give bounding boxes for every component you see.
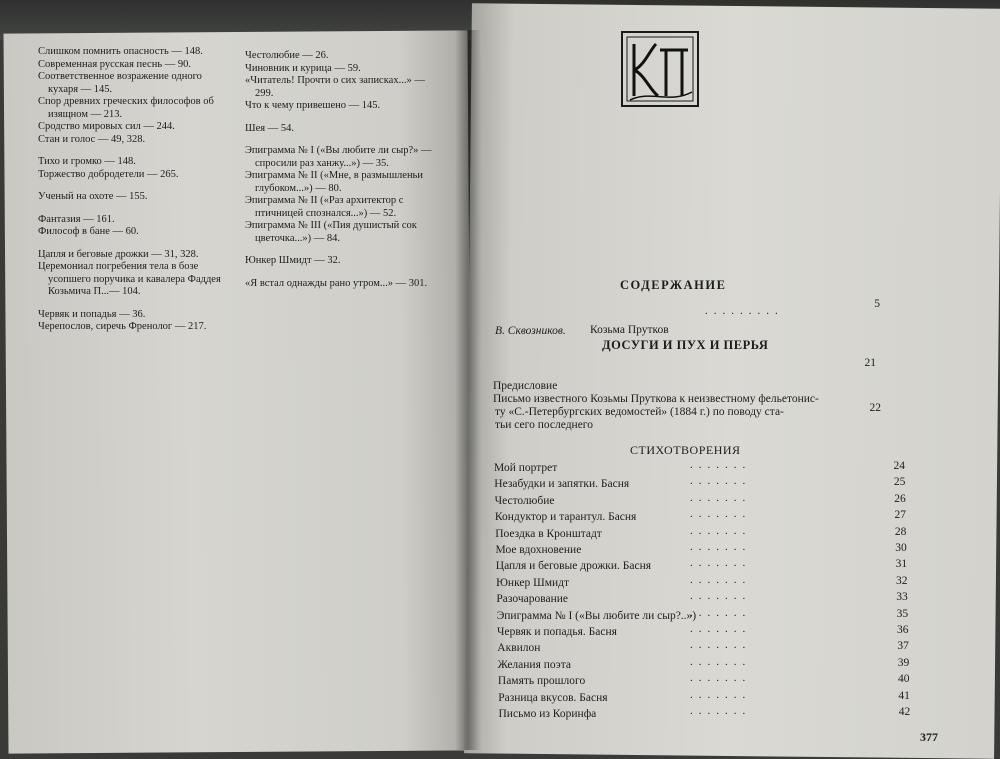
toc-entry-dots: ....... bbox=[690, 672, 752, 685]
index-entry: Юнкер Шмидт — 32. bbox=[245, 255, 341, 266]
toc-entry-dots: ....... bbox=[690, 475, 752, 488]
preface-page: 21 bbox=[864, 357, 876, 369]
index-gap bbox=[38, 146, 228, 156]
book-gutter bbox=[455, 30, 481, 750]
index-entry: Церемониал погребения тела в бозе усопшего поручика и кавалера Фаддея Козьмича П...— 104. bbox=[38, 261, 221, 297]
index-entry: Цапля и беговые дрожки — 31, 328. bbox=[38, 248, 199, 260]
page-number: 377 bbox=[920, 730, 938, 744]
toc-entry-page: 42 bbox=[898, 706, 911, 718]
index-column-2 bbox=[245, 50, 435, 290]
toc-entry-title: Кондуктор и тарантул. Басня bbox=[494, 511, 637, 524]
index-gap bbox=[245, 245, 435, 255]
index-entry: Чиновник и курица — 59. bbox=[245, 62, 361, 74]
index-entry: Соответственное возражение одного кухаря — 145. bbox=[38, 71, 202, 95]
index-entry: Фантазия — 161. bbox=[38, 213, 115, 225]
intro-page: 5 bbox=[874, 298, 880, 310]
toc-entry-dots: ....... bbox=[690, 705, 752, 717]
letter-line-3: тьи сего последнего bbox=[495, 419, 593, 431]
index-gap bbox=[38, 239, 228, 249]
preface-title: Предисловие bbox=[493, 380, 558, 392]
index-entry: Ученый на охоте — 155. bbox=[38, 191, 148, 202]
toc-entry-dots: ....... bbox=[690, 623, 752, 635]
toc-entry-title: Поездка в Кронштадт bbox=[495, 527, 602, 540]
toc-heading: СОДЕРЖАНИЕ bbox=[620, 278, 727, 292]
index-entry: Черепослов, сиречь Френолог — 217. bbox=[38, 321, 207, 332]
toc-entry-dots: ....... bbox=[690, 688, 752, 701]
toc-entry-title: Честолюбие bbox=[494, 494, 555, 507]
toc-entry-title: Письмо из Коринфа bbox=[498, 708, 597, 720]
toc-entry-dots: ....... bbox=[690, 590, 752, 603]
toc-entry-dots: ....... bbox=[690, 655, 752, 668]
toc-entry-title: Разница вкусов. Басня bbox=[498, 691, 608, 704]
intro-dots: ......... bbox=[705, 305, 784, 317]
toc-entry-page: 27 bbox=[894, 509, 907, 522]
section-heading-1: ДОСУГИ И ПУХ И ПЕРЬЯ bbox=[602, 338, 769, 352]
toc-entry-page: 24 bbox=[893, 460, 905, 472]
monogram-emblem bbox=[620, 30, 700, 108]
toc-entry-title: Эпиграмма № I («Вы любите ли сыр?..») bbox=[496, 609, 697, 622]
intro-title: Козьма Прутков bbox=[590, 324, 669, 336]
index-entry: Тихо и громко — 148. bbox=[38, 156, 136, 167]
intro-author: В. Сквозников. bbox=[495, 325, 566, 337]
toc-entry-dots: ....... bbox=[690, 459, 752, 471]
toc-entry-page: 40 bbox=[898, 673, 910, 686]
toc-entry-title: Юнкер Шмидт bbox=[496, 576, 570, 589]
index-entry: Эпиграмма № III («Пия душистый сок цветочка...») — 84. bbox=[245, 220, 417, 244]
toc-entry-title: Мое вдохновение bbox=[495, 544, 582, 556]
toc-entry-page: 32 bbox=[895, 574, 908, 587]
toc-entry-dots: ....... bbox=[690, 557, 752, 570]
index-entry: Современная русская песнь — 90. bbox=[38, 58, 192, 70]
index-gap bbox=[245, 135, 435, 145]
toc-entry-page: 35 bbox=[896, 607, 909, 620]
toc-entry-dots: ....... bbox=[690, 491, 752, 504]
index-entry: Стан и голос — 49, 328. bbox=[38, 133, 146, 145]
index-entry: Честолюбие — 26. bbox=[245, 50, 329, 61]
toc-entry-title: Память прошлого bbox=[497, 675, 586, 688]
letter-line-2: ту «С.-Петербургских ведомостей» (1884 г.) по поводу ста- bbox=[495, 406, 784, 418]
index-gap bbox=[245, 268, 435, 278]
index-entry: Эпиграмма № II («Раз архитектор с птичницей спознался...») — 52. bbox=[245, 195, 404, 219]
index-column-1 bbox=[38, 46, 228, 334]
index-gap bbox=[38, 204, 228, 214]
toc-entry-dots: ....... bbox=[690, 639, 752, 652]
toc-entry-title: Незабудки и запятки. Басня bbox=[494, 478, 630, 491]
index-entry: Торжество добродетели — 265. bbox=[38, 168, 179, 180]
toc-entry-title: Червяк и попадья. Басня bbox=[497, 626, 617, 638]
toc-entry-page: 33 bbox=[896, 591, 908, 604]
index-entry: Спор древних греческих философов об изящном — 213. bbox=[38, 96, 214, 120]
letter-line-1: Письмо известного Козьмы Пруткова к неизвестному фельетонис- bbox=[493, 393, 819, 405]
toc-entry-page: 31 bbox=[895, 558, 908, 571]
toc-entry-page: 25 bbox=[893, 476, 906, 489]
toc-entry-title: Желания поэта bbox=[497, 658, 571, 671]
letter-page: 22 bbox=[869, 402, 881, 414]
index-entry: Червяк и попадья — 36. bbox=[38, 308, 146, 320]
toc-entry-dots: ....... bbox=[690, 541, 752, 553]
toc-entry-page: 26 bbox=[894, 492, 906, 505]
toc-entry-page: 36 bbox=[897, 624, 909, 636]
index-entry: Сродство мировых сил — 244. bbox=[38, 121, 175, 132]
index-gap bbox=[245, 113, 435, 123]
index-entry: Философ в бане — 60. bbox=[38, 226, 139, 237]
toc-entry-page: 39 bbox=[897, 656, 910, 669]
toc-entry-dots: ....... bbox=[690, 524, 752, 537]
toc-entry-dots: ....... bbox=[690, 508, 752, 521]
index-gap bbox=[38, 181, 228, 191]
index-entry: «Я встал однажды рано утром...» — 301. bbox=[245, 277, 428, 289]
index-entry: Шея — 54. bbox=[245, 122, 294, 134]
toc-entry-title: Разочарование bbox=[496, 593, 569, 606]
toc-entry-page: 28 bbox=[894, 525, 907, 538]
toc-entry-page: 41 bbox=[898, 689, 910, 702]
toc-entry-dots: ....... bbox=[690, 573, 752, 586]
toc-entry-page: 37 bbox=[897, 640, 909, 653]
toc-entry-title: Аквилон bbox=[497, 642, 541, 655]
index-gap bbox=[38, 299, 228, 309]
index-entry: Что к чему привешено — 145. bbox=[245, 100, 381, 111]
toc-entry-title: Цапля и беговые дрожки. Басня bbox=[495, 560, 652, 573]
index-entry: Эпиграмма № II («Мне, в размышленьи глубоком...») — 80. bbox=[245, 170, 423, 194]
toc-entry-dots: ....... bbox=[690, 606, 752, 619]
toc-entry-page: 30 bbox=[895, 542, 907, 554]
section-heading-2: СТИХОТВОРЕНИЯ bbox=[630, 443, 741, 457]
index-entry: «Читатель! Прочти о сих записках...» — 299. bbox=[245, 75, 425, 99]
index-entry: Слишком помнить опасность — 148. bbox=[38, 46, 203, 57]
index-entry: Эпиграмма № I («Вы любите ли сыр?» — спросили раз ханжу...») — 35. bbox=[245, 145, 432, 169]
toc-entry-title: Мой портрет bbox=[494, 462, 558, 474]
